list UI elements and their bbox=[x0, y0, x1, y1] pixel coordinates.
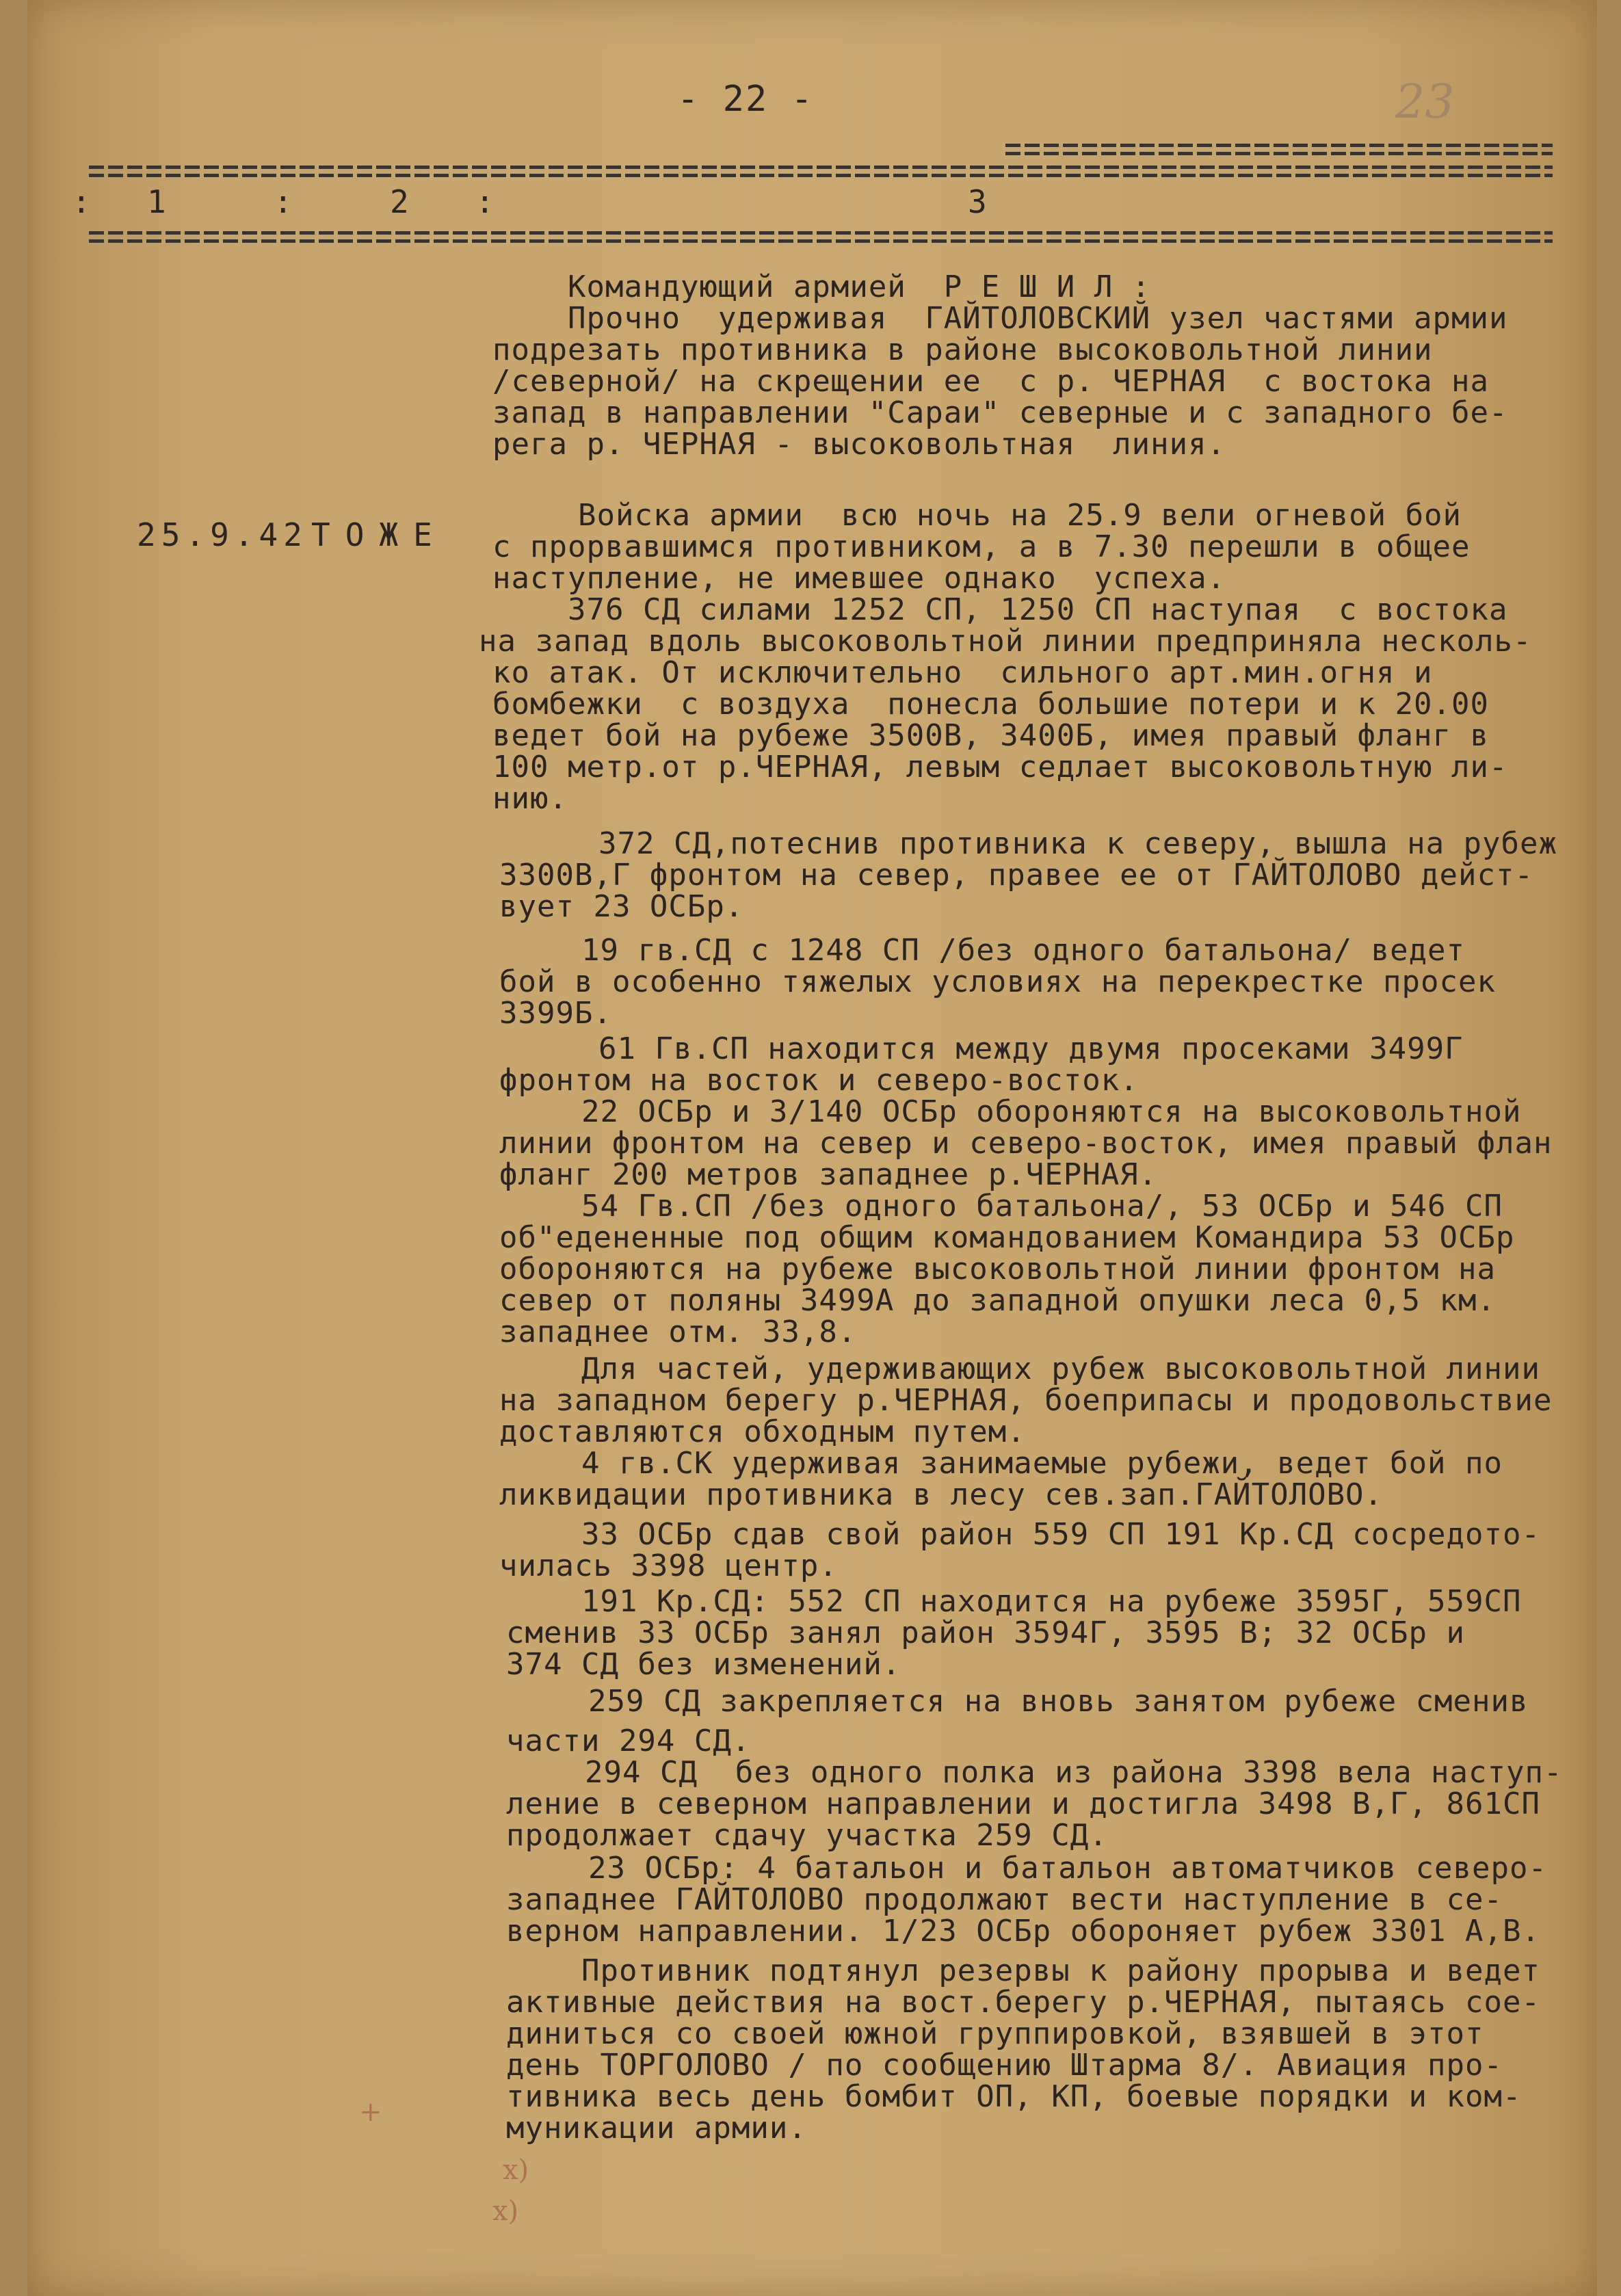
text-line: подрезать противника в районе высоковольтной линии bbox=[492, 332, 1433, 367]
text-line: 3399Б. bbox=[499, 996, 612, 1031]
text-line: нию. bbox=[492, 781, 568, 816]
text-line: вует 23 ОСБр. bbox=[499, 889, 744, 924]
text-line: Противник подтянул резервы к району прорыва и ведет bbox=[581, 1953, 1541, 1988]
column-separator-1: : bbox=[72, 183, 91, 220]
text-line: ление в северном направлении и достигла 3498 В,Г, 861СП bbox=[506, 1786, 1540, 1821]
text-line: тивника весь день бомбит ОП, КП, боевые порядки и ком- bbox=[506, 2079, 1522, 2114]
text-line: север от поляны 3499А до западной опушки леса 0,5 км. bbox=[499, 1283, 1496, 1318]
text-line: 22 ОСБр и 3/140 ОСБр обороняются на высоковольтной bbox=[581, 1094, 1522, 1129]
text-line: Войска армии всю ночь на 25.9 вели огневой бой bbox=[578, 498, 1462, 533]
entry-date: 25.9.42 bbox=[137, 516, 308, 553]
text-line: 23 ОСБр: 4 батальон и батальон автоматчиков северо- bbox=[588, 1851, 1548, 1886]
entry-label: ТОЖЕ bbox=[311, 516, 447, 553]
margin-mark-plus: + bbox=[359, 2096, 382, 2128]
text-line: западнее ГАЙТОЛОВО продолжают вести наступление в се- bbox=[506, 1882, 1503, 1917]
text-line: части 294 СД. bbox=[506, 1724, 751, 1758]
text-line: 294 СД без одного полка из района 3398 вела наступ- bbox=[585, 1755, 1563, 1790]
text-line: 61 Гв.СП находится между двумя просеками 3499Г bbox=[598, 1031, 1464, 1066]
margin-mark-x2: x) bbox=[492, 2195, 519, 2227]
text-line: фронтом на восток и северо-восток. bbox=[499, 1063, 1139, 1098]
text-line: 54 Гв.СП /без одного батальона/, 53 ОСБр и 546 СП bbox=[581, 1189, 1503, 1224]
text-line: обороняются на рубеже высоковольтной линии фронтом на bbox=[499, 1252, 1496, 1286]
text-line: на запад вдоль высоковольтной линии предприняла несколь- bbox=[479, 624, 1532, 659]
text-line: запад в направлении "Сараи" северные и с западного бе- bbox=[492, 395, 1508, 430]
archive-number: 23 bbox=[1395, 75, 1455, 129]
text-line: 19 гв.СД с 1248 СП /без одного батальона/ ведет bbox=[581, 933, 1466, 968]
column-header-2: 2 bbox=[390, 183, 409, 220]
text-line: верном направлении. 1/23 ОСБр обороняет рубеж 3301 А,В. bbox=[506, 1914, 1540, 1949]
text-line: 4 гв.СК удерживая занимаемые рубежи, ведет бой по bbox=[581, 1446, 1503, 1481]
page-number: - 22 - bbox=[677, 79, 814, 120]
text-line: об"едененные под общим командованием Командира 53 ОСБр bbox=[499, 1220, 1515, 1255]
text-line: муникации армии. bbox=[506, 2111, 807, 2146]
text-line: продолжает сдачу участка 259 СД. bbox=[506, 1818, 1108, 1853]
text-line: день ТОРГОЛОВО / по сообщению Штарма 8/. Авиация про- bbox=[506, 2048, 1503, 2083]
text-line: бой в особенно тяжелых условиях на перекрестке просек bbox=[499, 964, 1496, 999]
text-line: /северной/ на скрещении ее с р. ЧЕРНАЯ с востока на bbox=[492, 364, 1489, 399]
text-line: 3300В,Г фронтом на север, правее ее от ГАЙТОЛОВО дейст- bbox=[499, 858, 1533, 893]
text-line: чилась 3398 центр. bbox=[499, 1548, 838, 1583]
text-line: ко атак. От исключительно сильного арт.мин.огня и bbox=[492, 655, 1433, 690]
text-line: наступление, не имевшее однако успеха. bbox=[492, 561, 1226, 596]
column-header-3: 3 bbox=[968, 183, 987, 220]
text-line: 259 СД закрепляется на вновь занятом рубеже сменив bbox=[588, 1684, 1529, 1719]
text-line: сменив 33 ОСБр занял район 3594Г, 3595 В; 32 ОСБр и bbox=[506, 1615, 1466, 1650]
text-line: на западном берегу р.ЧЕРНАЯ, боеприпасы и продовольствие bbox=[499, 1383, 1553, 1418]
text-line: 376 СД силами 1252 СП, 1250 СП наступая с востока bbox=[568, 592, 1508, 627]
text-line: западнее отм. 33,8. bbox=[499, 1315, 857, 1349]
text-line: 374 СД без изменений. bbox=[506, 1647, 901, 1682]
text-line: бомбежки с воздуха понесла большие потери и к 20.00 bbox=[492, 687, 1489, 722]
header-rule-bottom bbox=[89, 231, 1553, 243]
text-line: 191 Кр.СД: 552 СП находится на рубеже 3595Г, 559СП bbox=[581, 1584, 1522, 1619]
text-line: ликвидации противника в лесу сев.зап.ГАЙТОЛОВО. bbox=[499, 1477, 1384, 1512]
text-line: Прочно удерживая ГАЙТОЛОВСКИЙ узел частями армии bbox=[568, 301, 1508, 336]
text-line: 372 СД,потеснив противника к северу, вышла на рубеж bbox=[598, 826, 1558, 861]
text-line: рега р. ЧЕРНАЯ - высоковольтная линия. bbox=[492, 427, 1226, 462]
text-line: ведет бой на рубеже 3500В, 3400Б, имея правый фланг в bbox=[492, 718, 1489, 753]
text-line: фланг 200 метров западнее р.ЧЕРНАЯ. bbox=[499, 1157, 1158, 1192]
text-line: 100 метр.от р.ЧЕРНАЯ, левым седлает высоковольтную ли- bbox=[492, 750, 1508, 784]
column-header-1: 1 bbox=[147, 183, 166, 220]
text-line: с прорвавшимся противником, а в 7.30 перешли в общее bbox=[492, 529, 1471, 564]
text-line: активные действия на вост.берегу р.ЧЕРНАЯ, пытаясь сое- bbox=[506, 1985, 1540, 2020]
header-rule-top-short bbox=[1005, 144, 1553, 156]
header-rule-top bbox=[89, 166, 1553, 178]
text-line: линии фронтом на север и северо-восток, имея правый флан bbox=[499, 1126, 1553, 1161]
text-line: доставляются обходным путем. bbox=[499, 1414, 1026, 1449]
column-separator-2: : bbox=[274, 183, 293, 220]
text-line: диниться со своей южной группировкой, взявшей в этот bbox=[506, 2016, 1484, 2051]
page-edge bbox=[1597, 0, 1621, 2296]
margin-mark-x1: x) bbox=[503, 2154, 529, 2186]
text-line: Для частей, удерживающих рубеж высоковольтной линии bbox=[581, 1351, 1541, 1386]
text-line: 33 ОСБр сдав свой район 559 СП 191 Кр.СД сосредото- bbox=[581, 1517, 1541, 1552]
text-line: Командующий армией Р Е Ш И Л : bbox=[568, 269, 1151, 304]
column-separator-3: : bbox=[475, 183, 495, 220]
